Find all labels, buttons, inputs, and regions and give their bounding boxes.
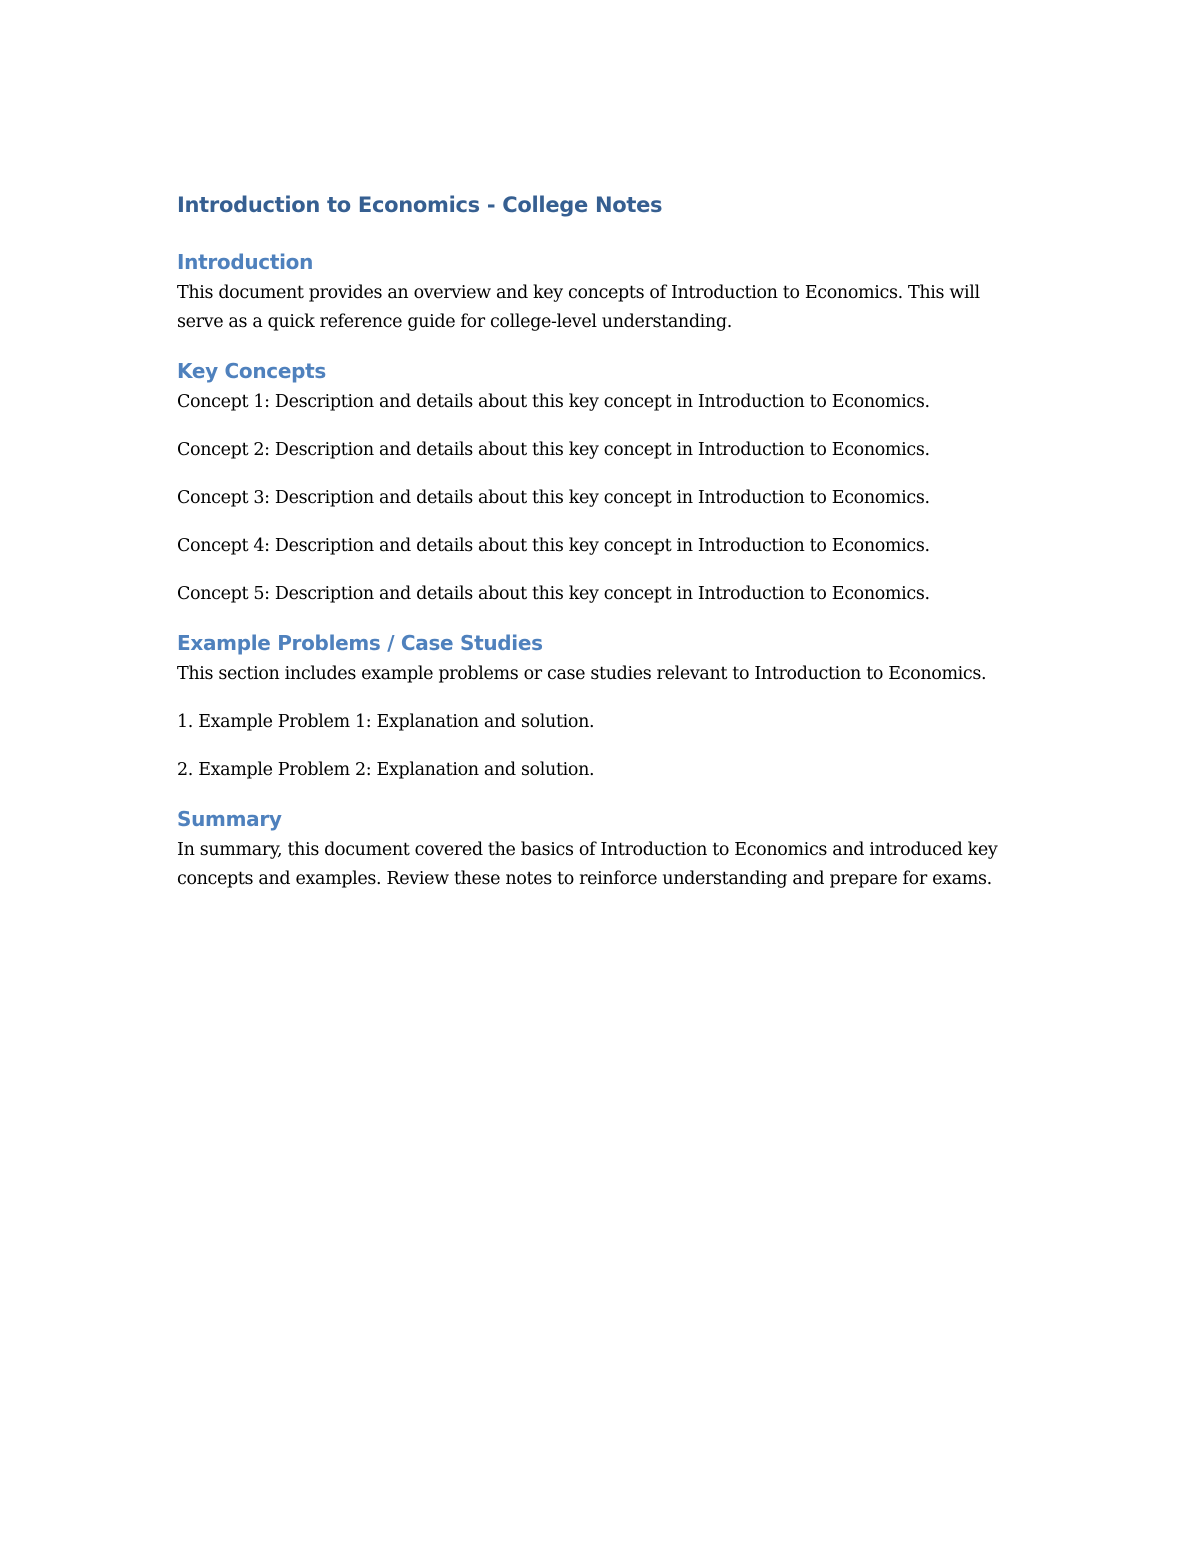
paragraph: Concept 5: Description and details about this key concept in Introduction to Economics. [177,584,930,604]
paragraph: This section includes example problems or case studies relevant to Introduction to Economics. [177,664,987,684]
section-introduction [177,247,1027,337]
paragraph: Concept 4: Description and details about this key concept in Introduction to Economics. [177,536,930,556]
section-heading: Key Concepts [177,359,326,383]
list-item: 1. Example Problem 1: Explanation and solution. [177,712,595,732]
paragraph: Concept 1: Description and details about this key concept in Introduction to Economics. [177,392,930,412]
section-summary [177,804,1027,894]
section-example-problems [177,628,1027,785]
document-title: Introduction to Economics - College Notes [177,193,663,217]
document-body [177,188,1027,913]
paragraph: Concept 3: Description and details about this key concept in Introduction to Economics. [177,488,930,508]
list-item: 2. Example Problem 2: Explanation and solution. [177,760,595,780]
section-heading: Introduction [177,250,314,274]
section-heading: Summary [177,807,282,831]
paragraph: Concept 2: Description and details about this key concept in Introduction to Economics. [177,440,930,460]
section-heading: Example Problems / Case Studies [177,631,543,655]
paragraph: In summary, this document covered the basics of Introduction to Economics and introduced key concepts and examples. Review these notes to reinforce understanding and prepare for exams. [177,840,998,889]
paragraph: This document provides an overview and key concepts of Introduction to Economics. This will serve as a quick reference guide for college-level understanding. [177,283,980,332]
section-key-concepts [177,356,1027,609]
